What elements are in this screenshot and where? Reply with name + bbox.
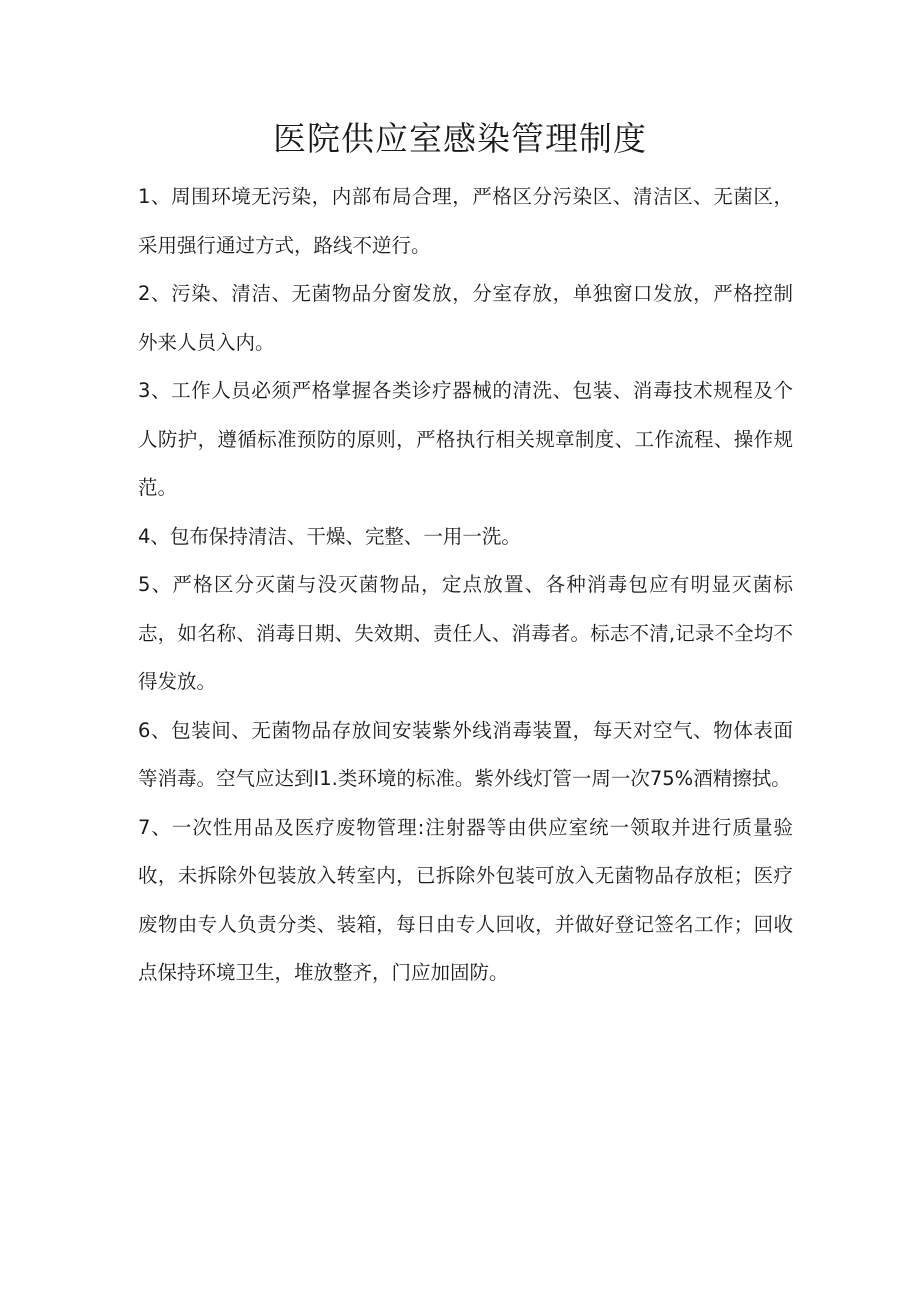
document-body xyxy=(138,173,793,998)
rule-item-7: 7、一次性用品及医疗废物管理:注射器等由供应室统一领取并进行质量验收，未拆除外包装放入转室内，已拆除外包装可放入无菌物品存放柜；医疗废物由专人负责分类、装箱，每日由专人回收，并做好登记签名工作；回收点保持环境卫生，堆放整齐，门应加固防。 xyxy=(138,815,793,984)
rule-item-1: 1、周围环境无污染，内部布局合理，严格区分污染区、清洁区、无菌区，采用强行通过方式，路线不逆行。 xyxy=(138,185,793,257)
rule-item-6: 6、包装间、无菌物品存放间安装紫外线消毒装置，每天对空气、物体表面等消毒。空气应达到I1.类环境的标准。紫外线灯管一周一次75%酒精擦拭。 xyxy=(138,718,793,790)
rule-item-5: 5、严格区分灭菌与没灭菌物品，定点放置、各种消毒包应有明显灭菌标志，如名称、消毒日期、失效期、责任人、消毒者。标志不清,记录不全均不得发放。 xyxy=(138,573,793,693)
rule-item-3: 3、工作人员必须严格掌握各类诊疗器械的清洗、包装、消毒技术规程及个人防护，遵循标准预防的原则，严格执行相关规章制度、工作流程、操作规范。 xyxy=(138,379,793,499)
rule-item-4: 4、包布保持清洁、干燥、完整、一用一洗。 xyxy=(138,524,521,548)
document-title: 医院供应室感染管理制度 xyxy=(273,119,647,158)
rule-item-2: 2、污染、清洁、无菌物品分窗发放，分室存放，单独窗口发放，严格控制外来人员入内。 xyxy=(138,282,793,354)
